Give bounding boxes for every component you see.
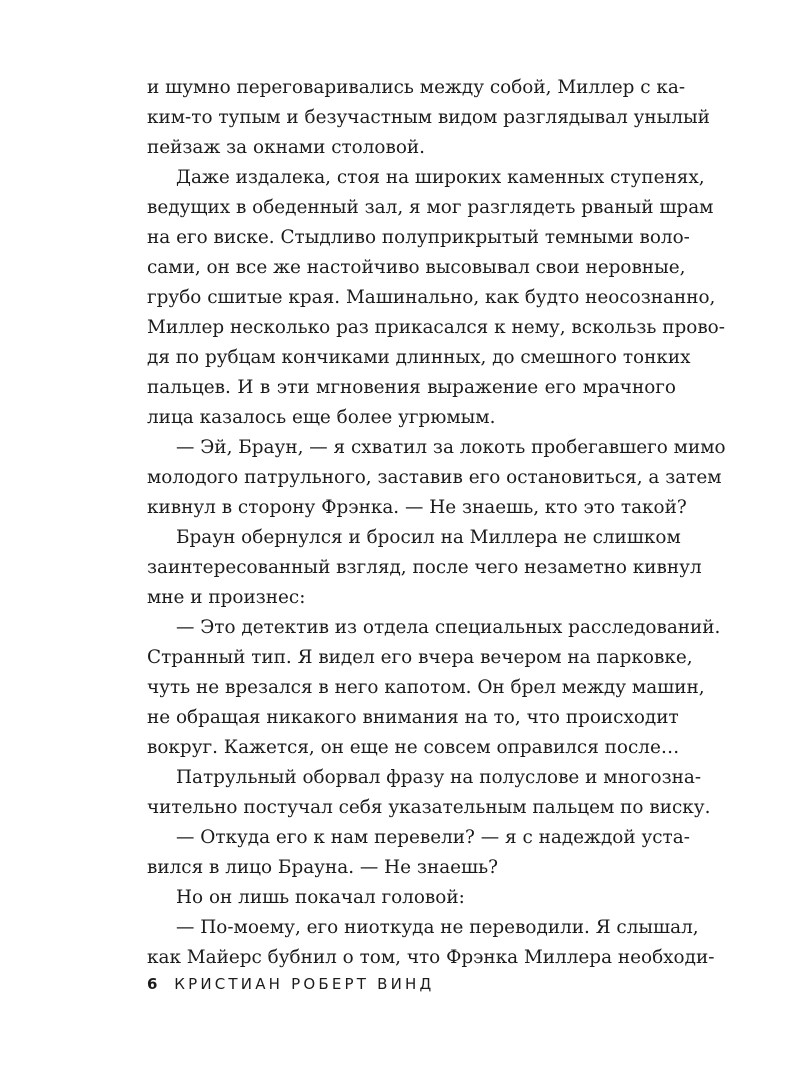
text-line: грубо сшитые края. Машинально, как будто неосознанно,	[147, 287, 716, 308]
text-line: дя по рубцам кончиками длинных, до смешного тонких	[147, 347, 691, 368]
text-line: Браун обернулся и бросил на Миллера не слишком	[176, 527, 681, 548]
text-line: — По-моему, его ниоткуда не переводили. Я слышал,	[176, 917, 699, 938]
page-body-text	[147, 73, 726, 973]
text-line: Миллер несколько раз прикасался к нему, вскользь прово-	[147, 317, 725, 338]
text-line: и шумно переговаривались между собой, Миллер с ка-	[147, 77, 686, 98]
text-line: Но он лишь покачал головой:	[176, 887, 465, 908]
text-line: молодого патрульного, заставив его остановиться, а затем	[147, 467, 722, 488]
text-line: лица казалось еще более угрюмым.	[147, 407, 496, 428]
text-line: не обращая никакого внимания на то, что происходит	[147, 707, 679, 728]
text-line: чуть не врезался в него капотом. Он брел между машин,	[147, 677, 705, 698]
text-line: Патрульный оборвал фразу на полуслове и многозна-	[176, 767, 702, 788]
page-footer	[147, 969, 434, 999]
text-line: пейзаж за окнами столовой.	[147, 137, 426, 158]
text-line: пальцев. И в эти мгновения выражение его мрачного	[147, 377, 676, 398]
text-line: кивнул в сторону Фрэнка. — Не знаешь, кто это такой?	[147, 497, 687, 518]
text-line: заинтересованный взгляд, после чего незаметно кивнул	[147, 557, 702, 578]
text-line: ким-то тупым и безучастным видом разглядывал унылый	[147, 107, 710, 128]
text-line: сами, он все же настойчиво высовывал свои неровные,	[147, 257, 686, 278]
text-line: как Майерс бубнил о том, что Фрэнка Миллера необходи-	[147, 947, 715, 968]
text-line: мне и произнес:	[147, 587, 306, 608]
page-number: 6	[147, 975, 158, 993]
text-line: чительно постучал себя указательным пальцем по виску.	[147, 797, 711, 818]
text-line: — Это детектив из отдела специальных расследований.	[176, 617, 721, 638]
text-line: Даже издалека, стоя на широких каменных ступенях,	[176, 167, 705, 188]
text-line: ведущих в обеденный зал, я мог разглядеть рваный шрам	[147, 197, 714, 218]
text-line: на его виске. Стыдливо полуприкрытый темными воло-	[147, 227, 690, 248]
text-line: — Откуда его к нам перевели? — я с надеждой уста-	[176, 827, 690, 848]
running-footer-author: КРИСТИАН РОБЕРТ ВИНД	[174, 975, 435, 993]
text-line: Странный тип. Я видел его вчера вечером на парковке,	[147, 647, 693, 668]
text-line: вокруг. Кажется, он еще не совсем оправился после…	[147, 737, 680, 758]
text-line: — Эй, Браун, — я схватил за локоть пробегавшего мимо	[176, 437, 726, 458]
text-line: вился в лицо Брауна. — Не знаешь?	[147, 857, 499, 878]
